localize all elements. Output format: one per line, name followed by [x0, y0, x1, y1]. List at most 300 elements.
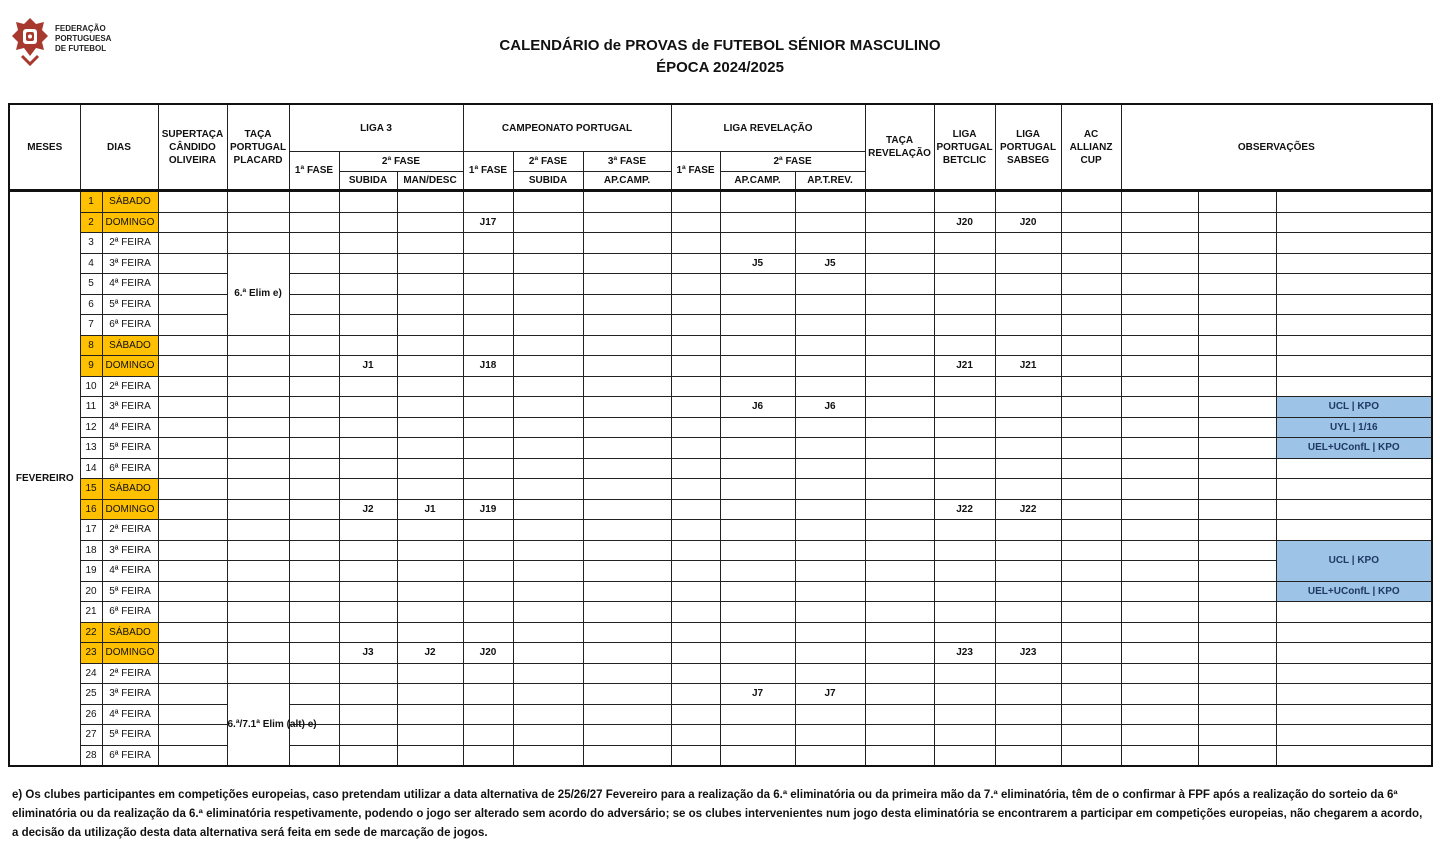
- obs-cell-3: [1276, 602, 1432, 623]
- supertaca-cell: [158, 622, 227, 643]
- obs-cell-2: [1198, 212, 1276, 233]
- liga3-subida-cell: J1: [339, 356, 397, 377]
- obs-cell-1: [1121, 704, 1198, 725]
- liga3-subida-cell: [339, 479, 397, 500]
- allianz-cell: [1061, 745, 1121, 766]
- day-row: [9, 438, 1432, 459]
- liga-sabseg-cell: [995, 520, 1061, 541]
- obs-cell-2: [1198, 294, 1276, 315]
- obs-cell-3: [1276, 191, 1432, 213]
- cp-subida-cell: [513, 561, 583, 582]
- allianz-cell: [1061, 561, 1121, 582]
- obs-cell-3: [1276, 520, 1432, 541]
- obs-cell-2: [1198, 438, 1276, 459]
- cp-subida-cell: [513, 725, 583, 746]
- rev-fase1-cell: [671, 499, 720, 520]
- liga-sabseg-cell: [995, 191, 1061, 213]
- obs-cell-2: [1198, 417, 1276, 438]
- taca-revelacao-cell: [865, 274, 934, 295]
- day-row: [9, 315, 1432, 336]
- taca-revelacao-cell: [865, 520, 934, 541]
- taca-portugal-cell: [227, 520, 289, 541]
- liga3-fase1-cell: [289, 540, 339, 561]
- cp-fase1-cell: [463, 274, 513, 295]
- day-number: 17: [80, 520, 102, 541]
- day-row: [9, 376, 1432, 397]
- rev-aptrev-cell: J5: [795, 253, 865, 274]
- cp-subida-cell: [513, 315, 583, 336]
- obs-cell-2: [1198, 684, 1276, 705]
- cp-fase3: 3ª FASE: [583, 152, 671, 172]
- obs-cell-3: [1276, 663, 1432, 684]
- taca-portugal-line-1: TAÇA: [244, 128, 272, 140]
- liga3-fase1-cell: [289, 602, 339, 623]
- col-allianz: [1061, 104, 1121, 191]
- rev-fase1-cell: [671, 561, 720, 582]
- cp-subida-cell: [513, 499, 583, 520]
- obs-cell-3: [1276, 212, 1432, 233]
- obs-cell-1: [1121, 540, 1198, 561]
- cp-fase1-cell: [463, 294, 513, 315]
- allianz-cell: [1061, 520, 1121, 541]
- day-row: [9, 191, 1432, 213]
- obs-cell-2: [1198, 191, 1276, 213]
- liga-betclic-cell: [934, 253, 995, 274]
- day-name: 3ª FEIRA: [102, 397, 158, 418]
- rev-fase1-cell: [671, 294, 720, 315]
- liga-betclic-cell: [934, 540, 995, 561]
- obs-cell-1: [1121, 725, 1198, 746]
- obs-cell-2: [1198, 622, 1276, 643]
- liga-betclic-cell: [934, 274, 995, 295]
- cp-subida-cell: [513, 397, 583, 418]
- liga3-fase1: 1ª FASE: [289, 152, 339, 191]
- taca-revelacao-cell: [865, 253, 934, 274]
- cp-apcamp-cell: [583, 315, 671, 336]
- rev-apcamp-cell: [720, 725, 795, 746]
- cp-apcamp-cell: [583, 356, 671, 377]
- liga3-mandesc-cell: [397, 438, 463, 459]
- liga3-subida-cell: J2: [339, 499, 397, 520]
- cp-fase1-cell: [463, 561, 513, 582]
- rev-apcamp-cell: [720, 376, 795, 397]
- rev-aptrev-cell: [795, 499, 865, 520]
- obs-cell-1: [1121, 294, 1198, 315]
- taca-portugal-cell: [227, 335, 289, 356]
- supertaca-line-2: CÂNDIDO: [169, 141, 216, 153]
- cp-fase1-cell: [463, 417, 513, 438]
- cp-apcamp-cell: [583, 253, 671, 274]
- rev-fase1-cell: [671, 704, 720, 725]
- day-row: [9, 725, 1432, 746]
- supertaca-cell: [158, 499, 227, 520]
- allianz-line-1: AC: [1083, 128, 1099, 140]
- cp-subida-cell: [513, 704, 583, 725]
- rev-fase1-cell: [671, 622, 720, 643]
- taca-portugal-cell: [227, 191, 289, 213]
- liga-sabseg-cell: [995, 417, 1061, 438]
- liga-betclic-cell: [934, 725, 995, 746]
- liga-sabseg-cell: J20: [995, 212, 1061, 233]
- cp-fase1-cell: [463, 704, 513, 725]
- liga3-mandesc-cell: [397, 212, 463, 233]
- cp-apcamp-cell: [583, 191, 671, 213]
- liga-betclic-cell: [934, 233, 995, 254]
- taca-revelacao-cell: [865, 643, 934, 664]
- calendar-header: [9, 104, 1432, 191]
- allianz-cell: [1061, 356, 1121, 377]
- liga3-mandesc-cell: [397, 233, 463, 254]
- liga-sabseg-cell: [995, 376, 1061, 397]
- col-liga-revelacao: LIGA REVELAÇÃO: [671, 104, 865, 152]
- day-row: [9, 274, 1432, 295]
- rev-fase1-cell: [671, 540, 720, 561]
- liga-betclic-cell: [934, 191, 995, 213]
- rev-aptrev-cell: [795, 212, 865, 233]
- obs-cell-2: [1198, 253, 1276, 274]
- logo-line-2: PORTUGUESA: [55, 34, 112, 43]
- rev-apcamp-cell: J7: [720, 684, 795, 705]
- day-name: 5ª FEIRA: [102, 438, 158, 459]
- cp-fase1-cell: [463, 397, 513, 418]
- cp-apcamp-cell: [583, 212, 671, 233]
- cp-fase1-cell: [463, 458, 513, 479]
- liga3-fase2: 2ª FASE: [339, 152, 463, 172]
- day-number: 10: [80, 376, 102, 397]
- supertaca-cell: [158, 191, 227, 213]
- obs-cell-2: [1198, 499, 1276, 520]
- taca-revelacao-cell: [865, 561, 934, 582]
- supertaca-cell: [158, 704, 227, 725]
- liga3-mandesc-cell: [397, 274, 463, 295]
- liga-sabseg-cell: [995, 725, 1061, 746]
- supertaca-cell: [158, 212, 227, 233]
- liga3-fase1-cell: [289, 684, 339, 705]
- allianz-cell: [1061, 458, 1121, 479]
- rev-fase1-cell: [671, 233, 720, 254]
- liga-betclic-cell: [934, 417, 995, 438]
- day-number: 15: [80, 479, 102, 500]
- day-number: 28: [80, 745, 102, 766]
- rev-fase1-cell: [671, 643, 720, 664]
- rev-fase1-cell: [671, 663, 720, 684]
- day-name: 5ª FEIRA: [102, 581, 158, 602]
- supertaca-cell: [158, 397, 227, 418]
- rev-fase1-cell: [671, 684, 720, 705]
- day-name: 2ª FEIRA: [102, 233, 158, 254]
- day-number: 21: [80, 602, 102, 623]
- liga3-subida-cell: J3: [339, 643, 397, 664]
- liga3-fase1-cell: [289, 499, 339, 520]
- liga-sabseg-cell: [995, 561, 1061, 582]
- rev-fase1-cell: [671, 725, 720, 746]
- cp-apcamp-cell: [583, 581, 671, 602]
- taca-portugal-cell: [227, 212, 289, 233]
- rev-aptrev-cell: [795, 745, 865, 766]
- liga3-subida-cell: [339, 520, 397, 541]
- liga-sabseg-cell: [995, 438, 1061, 459]
- taca-revelacao-cell: [865, 356, 934, 377]
- rev-apcamp-cell: [720, 540, 795, 561]
- obs-cell-3: [1276, 274, 1432, 295]
- liga3-subida-cell: [339, 294, 397, 315]
- liga3-fase1-cell: [289, 643, 339, 664]
- supertaca-cell: [158, 376, 227, 397]
- allianz-cell: [1061, 335, 1121, 356]
- rev-aptrev-cell: [795, 643, 865, 664]
- obs-cell-2: [1198, 356, 1276, 377]
- cp-subida-cell: [513, 376, 583, 397]
- rev-aptrev-cell: [795, 356, 865, 377]
- liga3-subida-cell: [339, 684, 397, 705]
- taca-portugal-cell: [227, 233, 289, 254]
- taca-portugal-cell: [227, 438, 289, 459]
- cp-subida-cell: [513, 417, 583, 438]
- taca-revelacao-cell: [865, 458, 934, 479]
- taca-portugal-cell: [227, 581, 289, 602]
- liga3-subida-cell: [339, 191, 397, 213]
- allianz-cell: [1061, 233, 1121, 254]
- day-row: [9, 643, 1432, 664]
- day-row: [9, 479, 1432, 500]
- taca-revelacao-cell: [865, 212, 934, 233]
- day-name: 4ª FEIRA: [102, 704, 158, 725]
- obs-cell-3: [1276, 499, 1432, 520]
- obs-cell-1: [1121, 376, 1198, 397]
- day-row: [9, 212, 1432, 233]
- obs-cell-1: [1121, 479, 1198, 500]
- taca-portugal-cell: [227, 356, 289, 377]
- rev-aptrev-cell: [795, 438, 865, 459]
- cp-fase1-cell: [463, 335, 513, 356]
- rev-aptrev-cell: [795, 479, 865, 500]
- taca-revelacao-cell: [865, 191, 934, 213]
- day-row: [9, 356, 1432, 377]
- rev-aptrev-cell: [795, 725, 865, 746]
- rev-apcamp-cell: J5: [720, 253, 795, 274]
- liga3-fase1-cell: [289, 253, 339, 274]
- rev-aptrev-cell: [795, 602, 865, 623]
- obs-cell-2: [1198, 704, 1276, 725]
- rev-apcamp-cell: [720, 335, 795, 356]
- obs-cell-3: [1276, 376, 1432, 397]
- obs-cell-3: [1276, 315, 1432, 336]
- rev-fase1-cell: [671, 274, 720, 295]
- liga3-mandesc-cell: [397, 253, 463, 274]
- obs-cell-1: [1121, 212, 1198, 233]
- cp-fase1-cell: [463, 663, 513, 684]
- liga-sabseg-cell: [995, 233, 1061, 254]
- cp-subida-cell: [513, 643, 583, 664]
- taca-revelacao-cell: [865, 663, 934, 684]
- day-name: 4ª FEIRA: [102, 274, 158, 295]
- day-number: 22: [80, 622, 102, 643]
- title-line-1: CALENDÁRIO de PROVAS de FUTEBOL SÉNIOR MASCULINO: [499, 37, 941, 54]
- day-row: [9, 233, 1432, 254]
- day-name: 4ª FEIRA: [102, 417, 158, 438]
- allianz-cell: [1061, 417, 1121, 438]
- rev-aptrev-cell: [795, 458, 865, 479]
- rev-fase1: 1ª FASE: [671, 152, 720, 191]
- col-dias: DIAS: [80, 104, 158, 191]
- cp-fase2: 2ª FASE: [513, 152, 583, 172]
- day-number: 12: [80, 417, 102, 438]
- rev-apcamp-cell: [720, 643, 795, 664]
- day-name: SÁBADO: [102, 479, 158, 500]
- rev-aptrev-cell: [795, 417, 865, 438]
- day-number: 6: [80, 294, 102, 315]
- month-cell: FEVEREIRO: [9, 191, 80, 767]
- liga-sabseg-cell: [995, 540, 1061, 561]
- day-row: [9, 294, 1432, 315]
- cp-apcamp-cell: [583, 725, 671, 746]
- cp-subida-cell: [513, 191, 583, 213]
- liga3-mandesc-cell: [397, 417, 463, 438]
- liga3-mandesc-cell: J2: [397, 643, 463, 664]
- obs-cell-2: [1198, 233, 1276, 254]
- liga3-fase1-cell: [289, 233, 339, 254]
- supertaca-line-3: OLIVEIRA: [168, 154, 217, 166]
- cp-subida-cell: [513, 253, 583, 274]
- taca-portugal-cell: [227, 458, 289, 479]
- rev-apcamp-cell: [720, 274, 795, 295]
- taca-revelacao-cell: [865, 397, 934, 418]
- taca-revelacao-cell: [865, 438, 934, 459]
- day-number: 3: [80, 233, 102, 254]
- day-number: 2: [80, 212, 102, 233]
- day-row: [9, 253, 1432, 274]
- rev-apcamp-cell: [720, 602, 795, 623]
- rev-aptrev-cell: [795, 704, 865, 725]
- cp-subida-cell: [513, 294, 583, 315]
- cp-subida-cell: [513, 212, 583, 233]
- cp-fase1-cell: [463, 745, 513, 766]
- allianz-line-2: ALLIANZ: [1069, 141, 1113, 153]
- rev-fase1-cell: [671, 315, 720, 336]
- taca-revelacao-cell: [865, 725, 934, 746]
- cp-fase1-cell: [463, 540, 513, 561]
- liga3-subida-cell: [339, 274, 397, 295]
- supertaca-cell: [158, 253, 227, 274]
- calendar-body: [9, 191, 1432, 767]
- day-name: SÁBADO: [102, 191, 158, 213]
- rev-fase1-cell: [671, 458, 720, 479]
- liga3-mandesc-cell: [397, 561, 463, 582]
- col-supertaca: [158, 104, 227, 191]
- day-number: 4: [80, 253, 102, 274]
- rev-fase1-cell: [671, 745, 720, 766]
- obs-cell-3: [1276, 335, 1432, 356]
- day-row: [9, 540, 1432, 561]
- taca-revelacao-cell: [865, 602, 934, 623]
- rev-aptrev: AP.T.REV.: [795, 172, 865, 191]
- taca-revelacao-cell: [865, 622, 934, 643]
- day-number: 5: [80, 274, 102, 295]
- taca-revelacao-cell: [865, 479, 934, 500]
- taca-portugal-line-2: PORTUGAL: [229, 141, 287, 153]
- liga3-mandesc-cell: [397, 704, 463, 725]
- day-number: 9: [80, 356, 102, 377]
- day-name: DOMINGO: [102, 356, 158, 377]
- obs-cell-1: [1121, 581, 1198, 602]
- logo-line-1: FEDERAÇÃO: [55, 24, 106, 33]
- obs-cell-1: [1121, 233, 1198, 254]
- obs-cell-1: [1121, 622, 1198, 643]
- liga-betclic-cell: [934, 479, 995, 500]
- cp-subida: SUBIDA: [513, 172, 583, 191]
- obs-cell-3: [1276, 622, 1432, 643]
- liga-sabseg-cell: [995, 274, 1061, 295]
- rev-apcamp-cell: [720, 233, 795, 254]
- liga3-mandesc-cell: [397, 622, 463, 643]
- taca-revelacao-cell: [865, 499, 934, 520]
- cp-subida-cell: [513, 479, 583, 500]
- day-number: 18: [80, 540, 102, 561]
- liga3-mandesc-cell: [397, 745, 463, 766]
- taca-revelacao-cell: [865, 335, 934, 356]
- supertaca-cell: [158, 417, 227, 438]
- liga-sabseg-cell: [995, 294, 1061, 315]
- cp-apcamp-cell: [583, 602, 671, 623]
- betclic-line-2: PORTUGAL: [936, 141, 993, 153]
- day-number: 8: [80, 335, 102, 356]
- liga3-subida-cell: [339, 602, 397, 623]
- rev-fase1-cell: [671, 376, 720, 397]
- cp-subida-cell: [513, 438, 583, 459]
- allianz-cell: [1061, 499, 1121, 520]
- obs-cell-2: [1198, 540, 1276, 561]
- taca-revelacao-cell: [865, 233, 934, 254]
- day-name: SÁBADO: [102, 335, 158, 356]
- cp-fase1-cell: J19: [463, 499, 513, 520]
- taca-portugal-cell: [227, 376, 289, 397]
- liga3-mandesc-cell: [397, 602, 463, 623]
- cp-fase1-cell: [463, 622, 513, 643]
- cp-fase1-cell: [463, 191, 513, 213]
- liga3-fase1-cell: [289, 479, 339, 500]
- cp-apcamp-cell: [583, 294, 671, 315]
- day-number: 19: [80, 561, 102, 582]
- liga3-fase1-cell: [289, 294, 339, 315]
- day-row: [9, 499, 1432, 520]
- day-number: 7: [80, 315, 102, 336]
- supertaca-cell: [158, 274, 227, 295]
- obs-cell-2: [1198, 745, 1276, 766]
- sabseg-line-3: SABSEG: [1006, 154, 1050, 166]
- rev-fase1-cell: [671, 397, 720, 418]
- rev-apcamp-cell: [720, 745, 795, 766]
- taca-portugal-line-3: PLACARD: [233, 154, 283, 166]
- obs-cell-1: [1121, 417, 1198, 438]
- obs-cell-2: [1198, 376, 1276, 397]
- rev-fase1-cell: [671, 356, 720, 377]
- liga-betclic-cell: J20: [934, 212, 995, 233]
- cp-subida-cell: [513, 581, 583, 602]
- liga3-mandesc-cell: [397, 725, 463, 746]
- liga3-subida-cell: [339, 581, 397, 602]
- liga3-subida-cell: [339, 458, 397, 479]
- allianz-cell: [1061, 725, 1121, 746]
- cp-apcamp-cell: [583, 704, 671, 725]
- supertaca-cell: [158, 663, 227, 684]
- sabseg-line-1: LIGA: [1016, 128, 1040, 140]
- rev-aptrev-cell: [795, 376, 865, 397]
- taca-revelacao-line-1: TAÇA: [886, 135, 914, 146]
- footnote: e) Os clubes participantes em competições europeias, caso pretendam utilizar a data alternativa de 25/26/27 Fevereiro para a realização da 6.ª eliminatória ou da primeira mão da 7.ª eliminatória, têm de o confirmar à FPF após a realização do sorteio da 6ª eliminatória ou da realização da 6.ª eliminatória respetivamente, podendo o jogo ser alterado sem acordo do adversário; se os clubes intervenientes num jogo desta eliminatória se encontrarem a participar em competições europeias, não chegarem a acordo, a decisão da utilização desta data alternativa será feita em sede de marcação de jogos.: [12, 789, 1423, 839]
- obs-cell-2: [1198, 520, 1276, 541]
- liga-sabseg-cell: [995, 622, 1061, 643]
- col-liga3: LIGA 3: [289, 104, 463, 152]
